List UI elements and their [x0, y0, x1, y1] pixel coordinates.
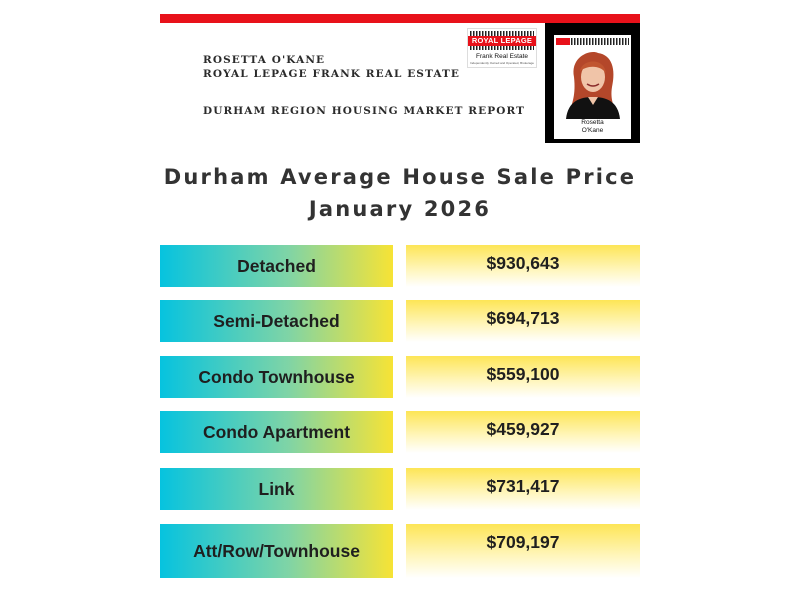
royal-lepage-logo [467, 28, 537, 68]
row-value-semi-detached: $694,713 [406, 300, 640, 342]
photo-caption-line2: O'Kane [581, 127, 604, 134]
logo-tagline: Independently Owned and Operated, Brokerage [470, 61, 534, 65]
row-label-semi-detached: Semi-Detached [160, 300, 393, 342]
agent-photo-frame [554, 35, 631, 139]
photo-red-tag [556, 38, 570, 45]
agent-info [203, 53, 460, 81]
photo-caption-line1: Rosetta [581, 119, 604, 126]
row-label-link: Link [160, 468, 393, 510]
row-value-detached: $930,643 [406, 245, 640, 287]
row-label-condo-townhouse: Condo Townhouse [160, 356, 393, 398]
row-value-condo-townhouse: $559,100 [406, 356, 640, 398]
logo-sub: Frank Real Estate [475, 53, 529, 60]
report-title: DURHAM REGION HOUSING MARKET REPORT [203, 105, 525, 117]
row-value-condo-apartment: $459,927 [406, 411, 640, 453]
agent-name: ROSETTA O'KANE [203, 54, 326, 66]
page-subtitle: January 2026 [308, 197, 492, 221]
row-label-att-row-townhouse: Att/Row/Townhouse [160, 524, 393, 578]
page-title: Durham Average House Sale Price [163, 165, 637, 189]
agent-photo-card [545, 23, 640, 143]
row-value-link: $731,417 [406, 468, 640, 510]
logo-bars-bottom [470, 46, 534, 50]
top-red-bar [160, 14, 640, 23]
row-value-att-row-townhouse: $709,197 [406, 524, 640, 578]
row-label-detached: Detached [160, 245, 393, 287]
logo-brand: ROYAL LEPAGE [468, 36, 536, 46]
row-label-condo-apartment: Condo Apartment [160, 411, 393, 453]
brokerage-name: ROYAL LEPAGE FRANK REAL ESTATE [203, 68, 461, 80]
agent-portrait-image [560, 47, 625, 119]
photo-caption [554, 119, 631, 135]
